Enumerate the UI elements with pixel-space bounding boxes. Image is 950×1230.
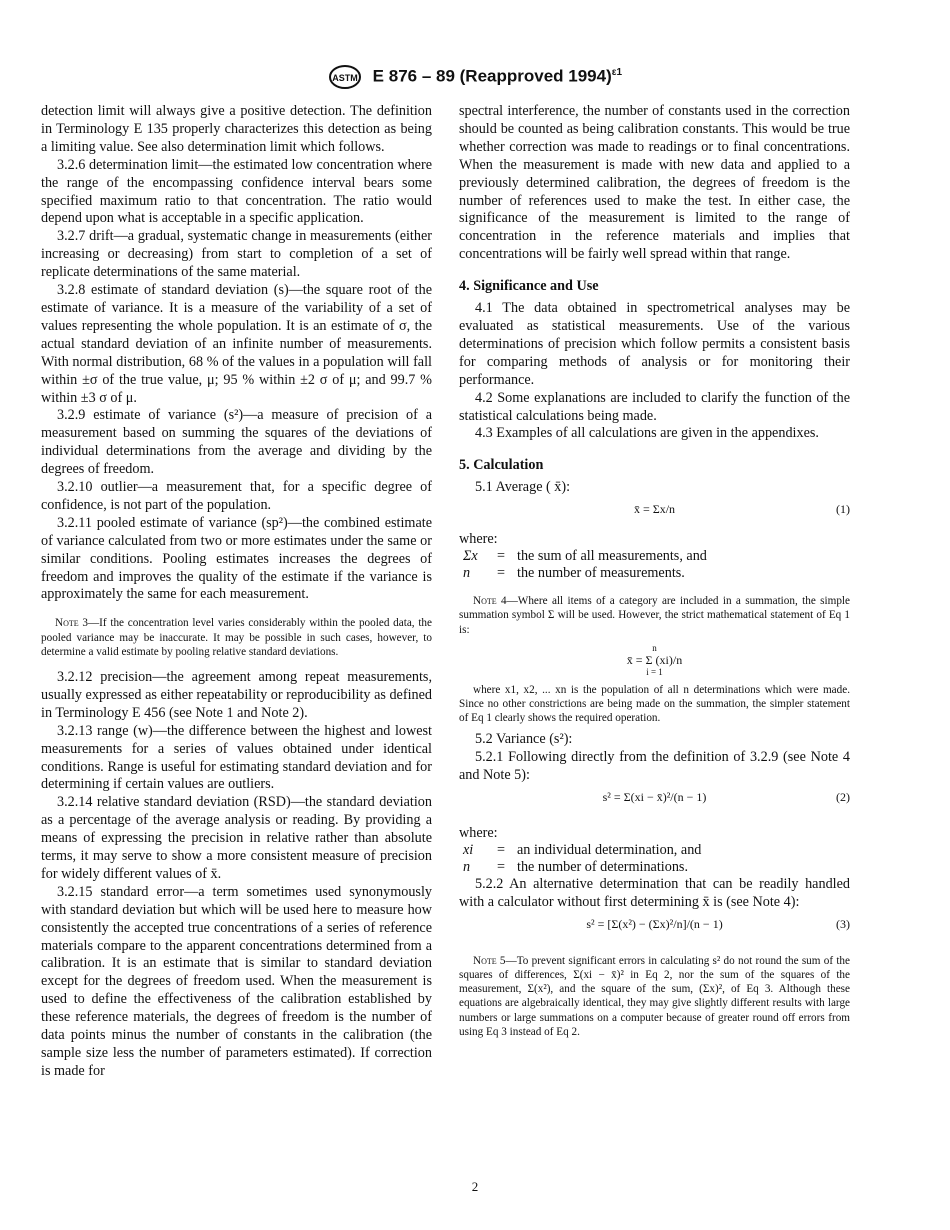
paragraph-5-2-1: 5.2.1 Following directly from the definition of 3.2.9 (see Note 4 and Note 5): — [459, 749, 850, 784]
paragraph-3-2-7: 3.2.7 drift—a gradual, systematic change in measurements (either increasing or decreasing) from start to completion of a set of replicate determinations of the same material. — [41, 228, 432, 281]
where-text: the number of measurements. — [517, 565, 685, 582]
equation-expression: x̄ = Σx/n — [633, 502, 676, 517]
paragraph-3-2-14: 3.2.14 relative standard deviation (RSD)—the standard deviation as a percentage of the average analysis or reading. By providing a means of expressing the precision in relative rather than absolute terms, it may serve to show a more consistent measure of precision for widely different values of x̄. — [41, 794, 432, 882]
note-label: Note 4 — [473, 595, 507, 608]
summation-expression: x̄ = Σ (xi)/n — [626, 652, 683, 667]
right-column — [459, 103, 850, 1039]
paragraph-5-2: 5.2 Variance (s²): — [475, 731, 573, 748]
equation-number: (2) — [836, 790, 850, 805]
page-number: 2 — [471, 1179, 479, 1194]
where-label: where: — [459, 825, 498, 842]
where-symbol: Σx — [463, 548, 478, 565]
where-block-2 — [459, 825, 850, 876]
equation-2 — [459, 785, 850, 811]
equation-number: (1) — [836, 502, 850, 517]
where-block-1 — [459, 531, 850, 582]
paragraph-5-2-2: 5.2.2 An alternative determination that can be readily handled with a calculator without first determining x̄ is (see Note 4): — [459, 876, 850, 910]
paragraph-5-1: 5.1 Average ( x̄): — [475, 479, 571, 496]
paragraph-4-3: 4.3 Examples of all calculations are given in the appendixes. — [475, 425, 819, 442]
paragraph-3-2-8: 3.2.8 estimate of standard deviation (s)—the square root of the estimate of variance. It is a measure of the variability of a set of values representing the whole population. It is an estimate of σ, the actual standard deviation of an infinite number of measurements. With normal distribution, 68 % of the values in a population will fall within ±σ of the true value, μ; 95 % within ±2 σ of μ; and 99.7 % within ±3 σ of μ. — [41, 282, 432, 406]
where-symbol: n — [463, 565, 471, 582]
where-equals: = — [497, 859, 506, 876]
summation-upper-limit: n — [652, 642, 657, 653]
title-superscript: ε1 — [611, 66, 623, 78]
where-label: where: — [459, 531, 498, 548]
where-symbol: n — [463, 859, 471, 876]
where-text: the sum of all measurements, and — [517, 548, 707, 565]
where-equals: = — [497, 842, 506, 859]
paragraph-3-2-13: 3.2.13 range (w)—the difference between the highest and lowest measurements for a series of values obtained under identical conditions. Range is useful for estimating standard deviation and for determining if certain values are outliers. — [41, 722, 432, 793]
astm-logo-icon — [328, 64, 362, 90]
svg-text:ASTM: ASTM — [332, 73, 358, 83]
where-text: the number of determinations. — [517, 859, 688, 876]
equation-expression: s² = [Σ(x²) − (Σx)²/n]/(n − 1) — [586, 916, 723, 931]
paragraph: detection limit will always give a positive detection. The definition in Terminology E 135 properly characterizes this detection as being a limiting value. See also determination limit which follows. — [41, 103, 432, 155]
note-text: —Where all items of a category are included in a summation, the simple summation symbol Σ will be used. However, the strict mathematical statement of Eq 1 is: — [459, 595, 850, 636]
note-4 — [459, 594, 850, 637]
paragraph-4-1: 4.1 The data obtained in spectrometrical analyses may be evaluated as statistical measurements. Use of the various determinations of precision which follow permits a consistent basis for comparing methods of analysis or for monitoring their performance. — [459, 300, 850, 388]
equation-1 — [459, 497, 850, 523]
where-symbol: xi — [463, 842, 474, 859]
note-label: Note 5 — [473, 954, 506, 967]
paragraph-3-2-6: 3.2.6 determination limit—the estimated low concentration where the range of the encompassing confidence interval bears some specified maximum ratio to that concentration. The ratio would depend upon what is acceptable in a specific application. — [41, 156, 432, 227]
note-5 — [459, 954, 850, 1039]
equation-3 — [459, 912, 850, 938]
note-text: —To prevent significant errors in calculating s² do not round the sum of the squares of differences, Σ(xi − x̄)² in Eq 2, nor the sum of the squares of the measurement, Σ(x²), and the square of the sum, (Σx)², of Eq 3. Although these equations are algebraically identical, they may give slightly different results with large numbers or large summations on a computer because of greater round off errors from using Eq 3 instead of Eq 2. — [459, 954, 850, 1038]
paragraph-3-2-11: 3.2.11 pooled estimate of variance (sp²)—the combined estimate of variance calculated from two or more estimates under the same or similar conditions. Pooling estimates increases the degrees of freedom and improves the quality of the estimate if the variance is approximately the same for each measurement. — [41, 514, 432, 603]
summation-lower-limit: i = 1 — [646, 666, 663, 677]
paragraph-3-2-9: 3.2.9 estimate of variance (s²)—a measure of precision of a measurement based on summing the squares of the deviations of individual determinations from the average and dividing by the degrees of freedom. — [41, 407, 432, 478]
where-text: an individual determination, and — [517, 842, 702, 859]
where-row — [459, 859, 850, 876]
paragraph-3-2-15: 3.2.15 standard error—a term sometimes used synonymously with standard deviation but which will be used here to measure how consistently the accepted true concentrations of a series of reference materials compare to the apparent concentrations determined from a calibration. It is an estimate that is similar to standard deviation except for the degrees of freedom used. When the measurement is used to define the effectiveness of the calibration established by these reference materials, the degrees of freedom is the number of data points minus the number of constants in the calibration (the sample size less the number of parameters estimated). If correction is made for — [41, 883, 432, 1079]
equation-number: (3) — [836, 916, 850, 931]
where-equals: = — [497, 548, 506, 565]
note-label: Note 3 — [55, 617, 88, 630]
where-row — [459, 565, 850, 582]
note-3 — [41, 616, 432, 659]
paragraph-3-2-10: 3.2.10 outlier—a measurement that, for a specific degree of confidence, is not part of the population. — [41, 479, 432, 513]
section-heading-5: 5. Calculation — [459, 457, 544, 474]
paragraph: spectral interference, the number of constants used in the correction should be counted as being calibration constants. This would be true whether correction was made to readings or to final concentrations. When the measurement is made with new data and applied to a previously determined calibration, the degrees of freedom is the number of references used to make the test. In either case, the significance of the measurement is limited to the range of concentration in the reference materials and implies that concentrations will be fairly well spread within that range. — [459, 103, 850, 263]
where-row — [459, 842, 850, 859]
paragraph-4-2: 4.2 Some explanations are included to clarify the function of the statistical calculations being made. — [459, 389, 850, 424]
document-title: E 876 – 89 (Reapproved 1994) — [372, 66, 612, 86]
equation-expression: s² = Σ(xi − x̄)²/(n − 1) — [602, 790, 707, 805]
paragraph-3-2-12: 3.2.12 precision—the agreement among repeat measurements, usually expressed as either repeatability or reproducibility as defined in Terminology E 456 (see Note 1 and Note 2). — [41, 668, 432, 721]
section-heading-4: 4. Significance and Use — [459, 278, 599, 295]
left-column — [41, 103, 432, 1081]
note-4-continued: where x1, x2, ... xn is the population of all n determinations which were made. Since no other constrictions are being made on the summation, the simpler statement of Eq 1 clearly shows the required operation. — [459, 683, 850, 725]
summation-equation — [459, 637, 850, 683]
where-equals: = — [497, 565, 506, 582]
page-header — [0, 64, 950, 90]
where-row — [459, 548, 850, 565]
note-text: —If the concentration level varies considerably within the pooled data, the pooled variance may be inaccurate. It may be possible in such cases, however, to determine a valid estimate by pooling relative standard deviations. — [41, 617, 432, 658]
